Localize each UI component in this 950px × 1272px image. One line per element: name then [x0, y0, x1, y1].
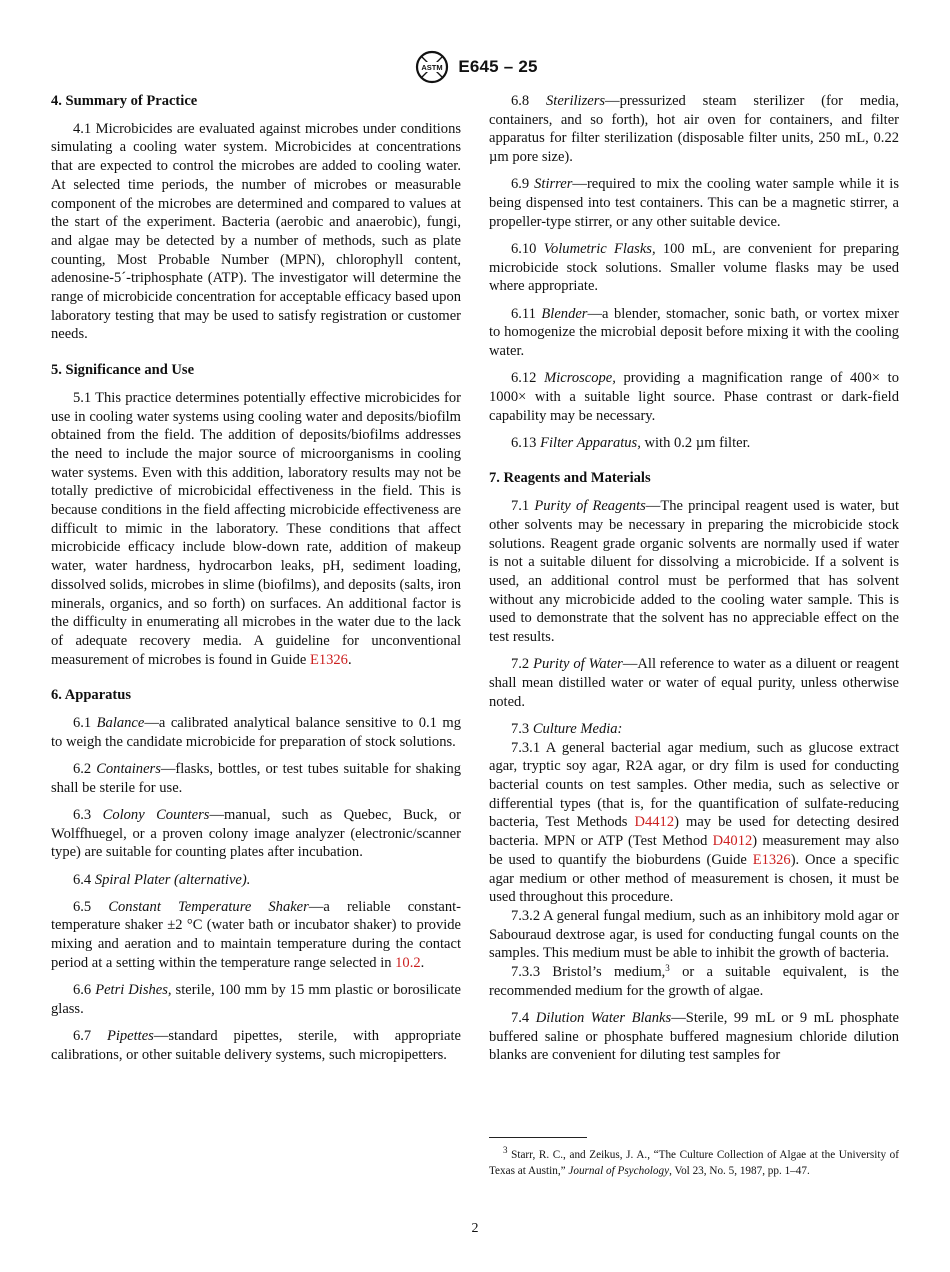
para-6-1: 6.1 Balance—a calibrated analytical balance sensitive to 0.1 mg to weigh the candidate microbicide for preparation of stock solutions.	[51, 715, 461, 750]
para-6-10: 6.10 Volumetric Flasks, 100 mL, are convenient for preparing microbicide stock solutions. Smaller volume flasks may be used where appropriate.	[489, 240, 899, 295]
footnote-3: $^3$ Starr, R. C., and Zeikus, J. A., “The Culture Collection of Algae at the University of Texas at Austin,” Journal of Psychology, Vol 23, No. 5, 1987, pp. 1–47.	[489, 1145, 899, 1177]
ref-d4412[interactable]: D4412	[634, 814, 675, 831]
para-6-2: 6.2 Containers—flasks, bottles, or test tubes suitable for shaking shall be sterile for use.	[51, 761, 461, 796]
para-6-4: 6.4 Spiral Plater (alternative).	[73, 871, 251, 888]
para-6-8: 6.8 Sterilizers—pressurized steam sterilizer (for media, containers, and so forth), hot air oven for containers, and filter apparatus for filter sterilization (disposable filter units, 250 mL, 0.22 µm pore size).	[489, 93, 899, 166]
footnote-ref-3[interactable]: 3	[665, 963, 670, 974]
svg-text:ASTM: ASTM	[421, 63, 443, 72]
para-7-1: 7.1 Purity of Reagents—The principal reagent used is water, but other solvents may be necessary in preparing the microbicide stock solutions. Reagent grade organic solvents are normally used if water is not a suitable diluent for dissolving a microbicide. If a solvent is used, an additional control must be performed that has solvent without any microbicide added to the cooling water sample. This is used to demonstrate that the solvent has no appreciable effect on the test results.	[489, 498, 899, 646]
para-7-4: 7.4 Dilution Water Blanks—Sterile, 99 mL or 9 mL phosphate buffered saline or phosphate buffered magnesium chloride dilution blanks are convenient for diluting test samples for	[489, 1009, 899, 1064]
para-7-3-1: 7.3.1 A general bacterial agar medium, such as glucose extract agar, tryptic soy agar, R2A agar, or dry film is used for conducting bacterial counts on test samples. Other media, such as selective or differential types (that is, for the quantification of sulfate-reducing bacteria, Test Methods D4412) may be used for detecting desired bacteria. MPN or ATP (Test Method D4012) measurement may also be used to quantify the bioburdens (Guide E1326). Once a specific agar medium or other method of measurement is chosen, it must be used throughout this procedure.	[489, 739, 899, 906]
astm-logo	[412, 50, 452, 84]
page-header	[0, 50, 950, 84]
footnote-mark: 3	[503, 1145, 508, 1155]
para-4-1: 4.1 Microbicides are evaluated against microbes under conditions simulating a cooling water system. Microbicides at concentrations that are expected to control the microbes are added to cooling water. At selected time periods, the number of microbes or measurable component of the microbes are determined and compared to values at the start of the experiment. Bacteria (aerobic and anaerobic), fungi, and algae may be detected by a number of methods, such as plate counting, Most Probable Number (MPN), chlorophyll content, adenosine-5´-triphosphate (ATP). The investigator will determine the range of microbicide concentration for acceptable efficacy based upon laboratory testing that may be used to satisfy registration or customer needs.	[51, 120, 461, 343]
para-6-9: 6.9 Stirrer—required to mix the cooling water sample while it is being dispensed into test containers. This can be a magnetic stirrer, a propeller-type stirrer, or any other suitable device.	[489, 176, 899, 230]
para-7-3-3: 7.3.3 Bristol’s medium,$^3$ or a suitable equivalent, is the recommended medium for the growth of algae.	[489, 963, 899, 999]
para-6-3: 6.3 Colony Counters—manual, such as Quebec, Buck, or Wolffhuegel, or a proven colony image analyzer (electronic/scanner type) are suitable for counting plates after incubation.	[51, 806, 461, 861]
standard-designation: E645 – 25	[458, 57, 538, 76]
para-6-12: 6.12 Microscope, providing a magnification range of 400× to 1000× with a suitable light source. Phase contrast or dark-field capability may be necessary.	[489, 370, 899, 424]
para-6-7: 6.7 Pipettes—standard pipettes, sterile, with appropriate calibrations, or other suitable delivery systems, such micropipetters.	[51, 1027, 461, 1063]
para-6-13: 6.13 Filter Apparatus, with 0.2 µm filter.	[511, 434, 751, 451]
footnote-divider	[489, 1137, 587, 1138]
left-column	[51, 92, 461, 1073]
para-6-5: 6.5 Constant Temperature Shaker—a reliable constant-temperature shaker ±2 °C (water bath or incubator shaker) to provide mixing and aeration and to maintain temperature during the contact period at a setting within the temperature range selected in 10.2.	[51, 898, 462, 971]
right-column	[489, 92, 899, 1074]
section-5-heading: 5. Significance and Use	[51, 362, 195, 379]
section-6-heading: 6. Apparatus	[51, 687, 132, 704]
section-7-heading: 7. Reagents and Materials	[489, 470, 651, 487]
section-4-heading: 4. Summary of Practice	[51, 93, 198, 109]
para-6-11: 6.11 Blender—a blender, stomacher, sonic bath, or vortex mixer to homogenize the microbial deposit before mixing it with the cooling water.	[489, 305, 899, 359]
para-6-6: 6.6 Petri Dishes, sterile, 100 mm by 15 mm plastic or borosilicate glass.	[51, 982, 461, 1017]
para-7-2: 7.2 Purity of Water—All reference to water as a diluent or reagent shall mean distilled water or water of equal purity, unless otherwise noted.	[489, 656, 899, 710]
para-5-1: 5.1 This practice determines potentially effective microbicides for use in cooling water systems using cooling water and deposits/biofilm obtained from the field. The addition of deposits/biofilms addresses the need to include the major source of microorganisms in cooling water systems. Even with this addition, laboratory results may not be totally predictive of microbicidal effectiveness in the field. This is because conditions in the field affecting microbicide effectiveness are difficult to mimic in the laboratory. These conditions that affect microbicide efficacy include blow-down rate, addition of makeup water, water hardness, hydrocarbon leaks, pH, sediment loading, dissolved solids, microbes in slime (biofilms), and deposits (salts, iron minerals, organics, and so forth) on surfaces. An additional factor is the difficulty in enumerating all microbes in the water due to the lack of adequate recovery media. A guideline for unconventional measurement of microbes is found in Guide E1326.	[51, 389, 461, 668]
ref-d4012[interactable]: D4012	[712, 833, 753, 850]
ref-e1326-guide[interactable]: E1326	[752, 851, 791, 868]
para-7-3: 7.3 Culture Media:	[511, 720, 623, 737]
ref-e1326[interactable]: E1326	[309, 651, 348, 668]
para-7-3-2: 7.3.2 A general fungal medium, such as an inhibitory mold agar or Sabouraud dextrose agar, is used for conducting fungal counts on the samples. This medium must be able to inhibit the growth of bacteria.	[489, 907, 899, 962]
page-number: 2	[471, 1221, 479, 1236]
ref-10-2[interactable]: 10.2	[395, 954, 421, 971]
